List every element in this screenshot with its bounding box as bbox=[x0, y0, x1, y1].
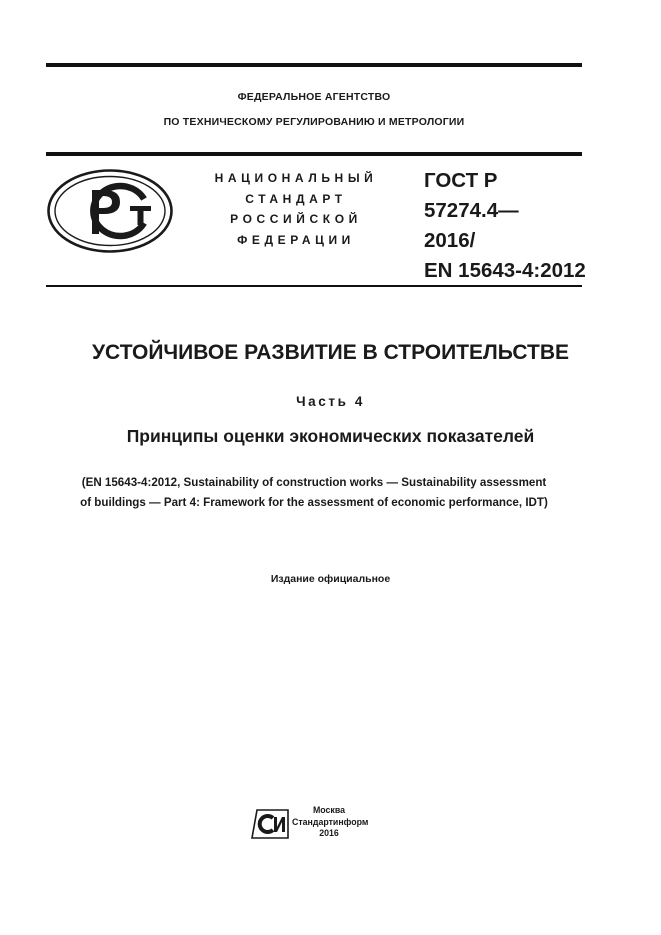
en-reference bbox=[40, 473, 588, 513]
edition-note: Издание официальное bbox=[270, 573, 391, 585]
designation-line: 2016/ bbox=[424, 229, 476, 252]
standard-type-line: СТАНДАРТ bbox=[245, 191, 347, 206]
standard-type-line: ФЕДЕРАЦИИ bbox=[237, 232, 355, 247]
designation-line: EN 15643-4:2012 bbox=[424, 259, 586, 282]
standartinform-logo-icon bbox=[250, 807, 290, 841]
publisher-city: Москва bbox=[312, 805, 346, 815]
standard-type-block bbox=[206, 168, 386, 250]
top-rule bbox=[46, 63, 582, 67]
publisher-info bbox=[292, 805, 369, 840]
rst-certification-mark-icon bbox=[46, 168, 174, 254]
agency-name-line-1: ФЕДЕРАЛЬНОЕ АГЕНТСТВО bbox=[237, 91, 391, 103]
standard-type-line: НАЦИОНАЛЬНЫЙ bbox=[214, 171, 378, 185]
publisher-name: Стандартинформ bbox=[292, 816, 369, 827]
en-reference-line: (EN 15643-4:2012, Sustainability of construction works — Sustainability assessment bbox=[81, 476, 547, 489]
designation-line: ГОСТ Р bbox=[424, 169, 498, 192]
document-title: УСТОЙЧИВОЕ РАЗВИТИЕ В СТРОИТЕЛЬСТВЕ bbox=[91, 341, 570, 364]
publication-year: 2016 bbox=[319, 828, 339, 838]
part-number: Часть 4 bbox=[296, 394, 365, 409]
agency-name-line-2: ПО ТЕХНИЧЕСКОМУ РЕГУЛИРОВАНИЮ И МЕТРОЛОГИИ bbox=[163, 116, 465, 128]
header-rule bbox=[46, 152, 582, 156]
standard-type-line: РОССИЙСКОЙ bbox=[230, 212, 362, 226]
standard-designation bbox=[424, 166, 584, 286]
document-subtitle: Принципы оценки экономических показателей bbox=[126, 426, 535, 446]
designation-line: 57274.4— bbox=[424, 199, 519, 222]
en-reference-line: of buildings — Part 4: Framework for the assessment of economic performance, IDT) bbox=[80, 496, 548, 509]
designation-rule bbox=[46, 285, 582, 287]
